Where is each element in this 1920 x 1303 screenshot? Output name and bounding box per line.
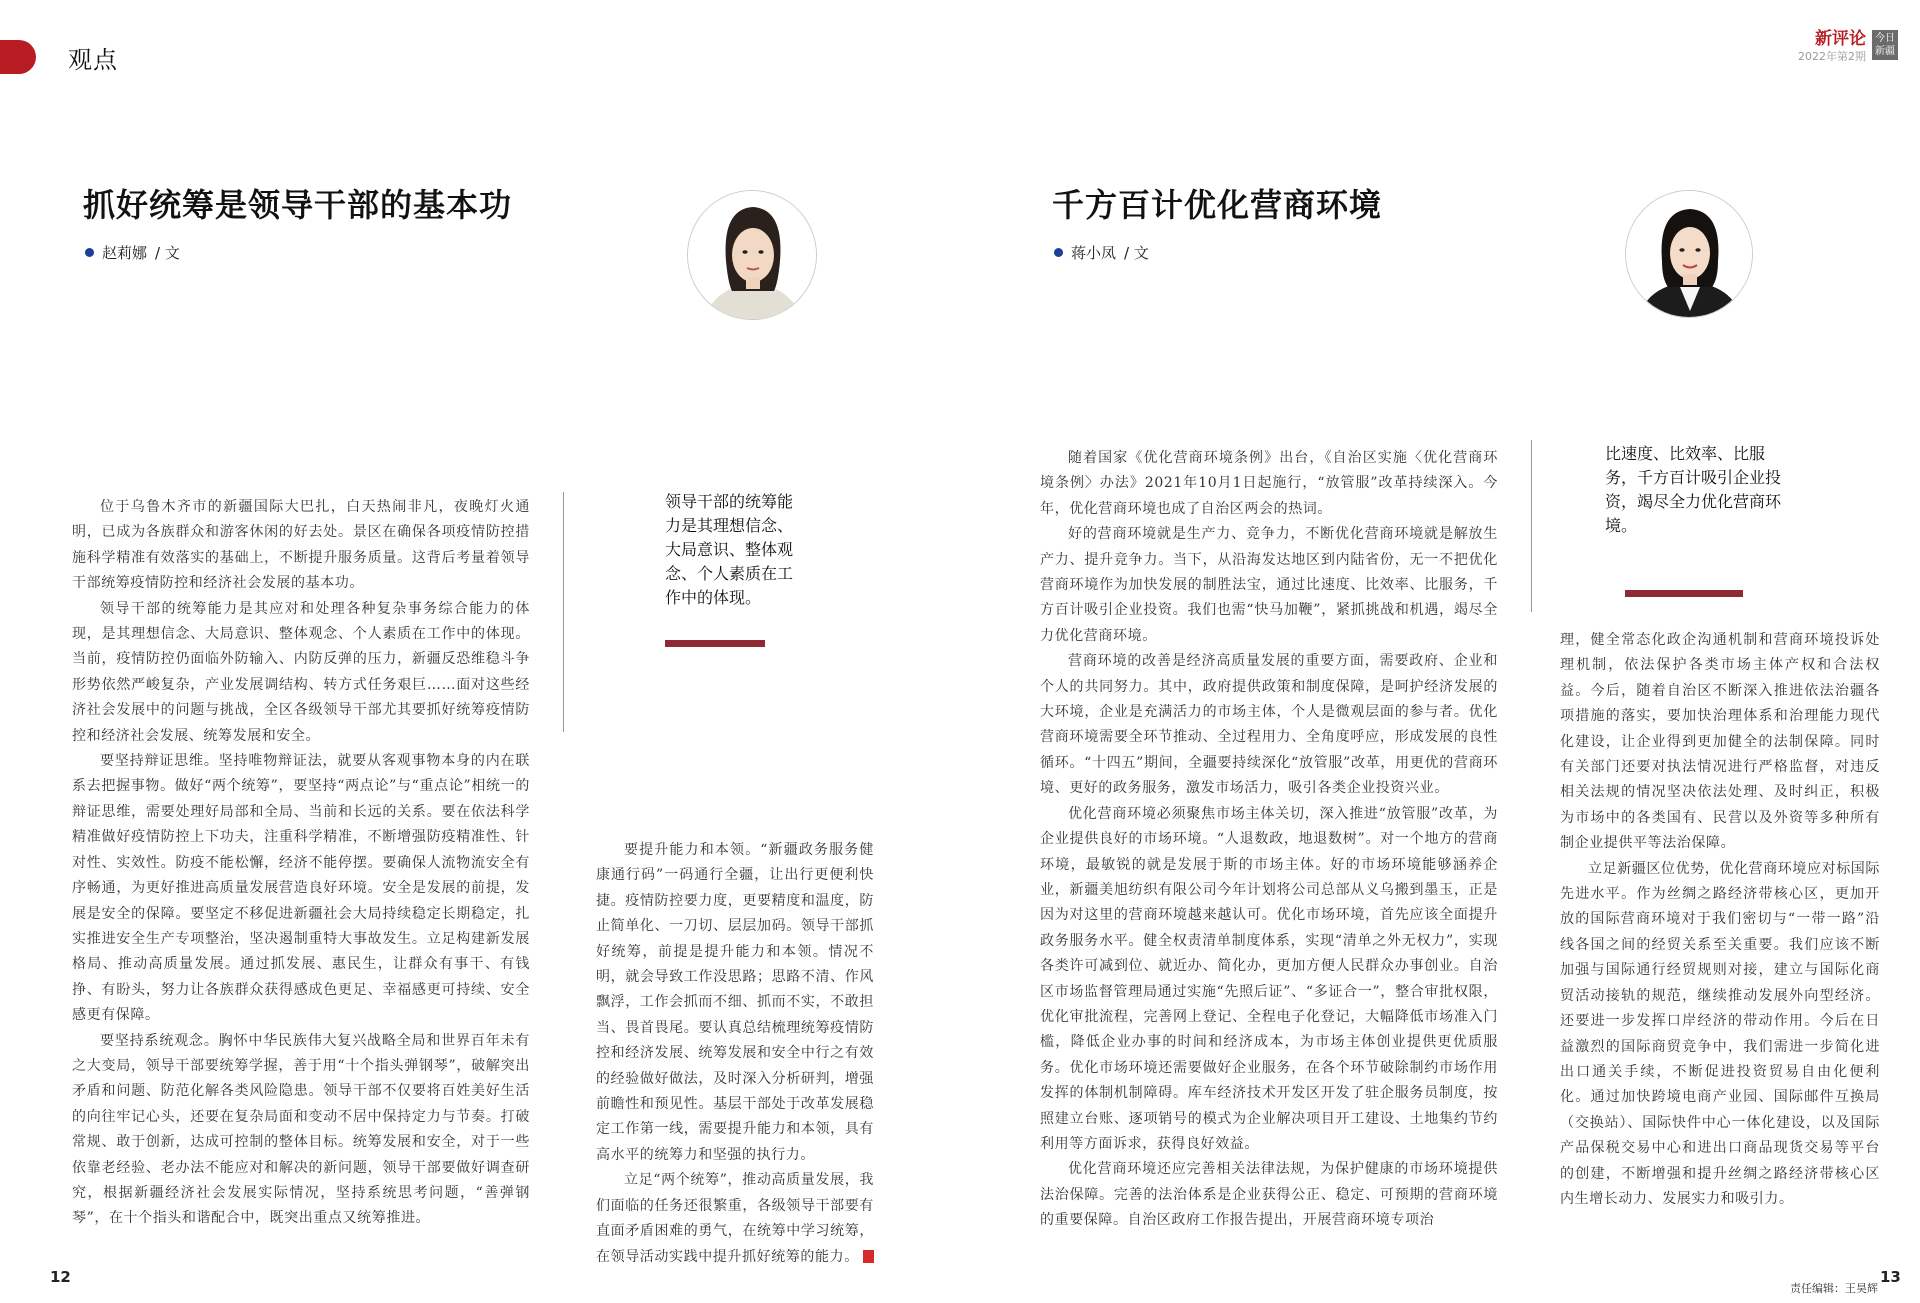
paragraph: 要坚持系统观念。胸怀中华民族伟大复兴战略全局和世界百年未有之大变局，领导干部要统筹学握，善于用“十个指头弹钢琴”，破解突出矛盾和问题、防范化解各类风险隐患。领导干部不仅要将百姓美好生活的向往牢记心头，还要在复杂局面和变动不居中保持定力与节奏。打破常规、敢于创新，达成可控制的整体目标。统筹发展和安全，对于一些依靠老经验、老办法不能应对和解决的新问题，领导干部要做好调查研究，根据新疆经济社会发展实际情况，坚持系统思考问题，“善弹钢琴”，在十个指头和谐配合中，既突出重点又统筹推进。 bbox=[72, 1032, 530, 1227]
section-label: 观点 bbox=[68, 46, 118, 74]
article1-column-2 bbox=[596, 838, 874, 1270]
article2-column-2 bbox=[1560, 628, 1880, 1212]
page-number-right: 13 bbox=[1880, 1268, 1901, 1286]
paragraph: 优化营商环境必须聚焦市场主体关切，深入推进“放管服”改革，为企业提供良好的市场环境。“人退数政，地退数树”。对一个地方的营商环境，最敏锐的就是发展于斯的市场主体。好的市场环境能够涵养企业，新疆美旭纺织有限公司今年计划将公司总部从义乌搬到墨玉，正是因为对这里的营商环境越来越认可。优化市场环境，首先应该全面提升政务服务水平。健全权责清单制度体系，实现“清单之外无权力”，实现各类许可减到位、就近办、简化办，更加方便人民群众办事创业。自治区市场监督管理局通过实施“先照后证”、“多证合一”，整合审批权限，优化审批流程，完善网上登记、全程电子化登记，大幅降低市场准入门槛，降低企业办事的时间和经济成本，为市场主体创业提供更优质服务。优化市场环境还需要做好企业服务，在各个环节破除制约市场作用发挥的体制机制障碍。库车经济技术开发区开发了驻企服务员制度，按照建立台账、逐项销号的模式为企业解决项目开工建设、土地集约节约利用等方面诉求，获得良好效益。 bbox=[1040, 805, 1498, 1152]
brand-issue: 2022年第2期 bbox=[1798, 50, 1866, 63]
end-mark-icon bbox=[863, 1250, 874, 1263]
article1-byline bbox=[85, 242, 180, 263]
brand-title: 新评论 bbox=[1815, 29, 1866, 49]
article2-pullquote: 比速度、比效率、比服务，千方百计吸引企业投资，竭尽全力优化营商环境。 bbox=[1605, 444, 1782, 535]
section-tab-marker bbox=[0, 40, 36, 74]
article1-pullquote: 领导干部的统筹能力是其理想信念、大局意识、整体观念、个人素质在工作中的体现。 bbox=[665, 492, 794, 607]
paragraph: 理，健全常态化政企沟通机制和营商环境投诉处理机制，依法保护各类市场主体产权和合法权益。今后，随着自治区不断深入推进依法治疆各项措施的落实，要加快治理体系和治理能力现代化建设，让企业得到更加健全的法制保障。同时有关部门还要对执法情况进行严格监督，对违反相关法规的情况坚决依法处理、及时纠正，积极为市场中的各类国有、民营以及外资等多种所有制企业提供平等法治保障。 bbox=[1560, 632, 1880, 852]
paragraph: 领导干部的统筹能力是其应对和处理各种复杂事务综合能力的体现，是其理想信念、大局意识、整体观念、个人素质在工作中的体现。当前，疫情防控仍面临外防输入、内防反弹的压力，新疆反恐维稳斗争形势依然严峻复杂，产业发展调结构、转方式任务艰巨……面对这些经济社会发展中的问题与挑战，全区各级领导干部尤其要抓好统筹疫情防控和经济社会发展、统筹发展和安全。 bbox=[72, 600, 530, 744]
article2-title: 千方百计优化营商环境 bbox=[1052, 186, 1383, 224]
magazine-brand bbox=[1798, 30, 1898, 64]
paragraph: 随着国家《优化营商环境条例》出台，《自治区实施〈优化营商环境条例〉办法》2021年10月1日起施行，“放管服”改革持续深入。今年，优化营商环境也成了自治区两会的热词。 bbox=[1040, 450, 1498, 517]
article2-author-suffix: / 文 bbox=[1124, 244, 1149, 262]
article1-title: 抓好统筹是领导干部的基本功 bbox=[83, 186, 513, 224]
byline-dot-icon bbox=[1054, 248, 1063, 257]
article1-author-suffix: / 文 bbox=[155, 244, 180, 262]
article1-author: 赵莉娜 bbox=[102, 244, 148, 262]
column-divider bbox=[1531, 440, 1532, 612]
article2-column-1 bbox=[1040, 446, 1498, 1234]
brand-logo-box: 今日新疆 bbox=[1872, 30, 1898, 60]
woman-portrait-icon bbox=[1626, 191, 1753, 318]
paragraph: 要坚持辩证思维。坚持唯物辩证法，就要从客观事物本身的内在联系去把握事物。做好“两个统筹”，要坚持“两点论”与“重点论”相统一的辩证思维，需要处理好局部和全局、当前和长远的关系。要在依法科学精准做好疫情防控上下功夫，注重科学精准，不断增强防疫精准性、针对性、实效性。防疫不能松懈，经济不能停摆。要确保人流物流安全有序畅通，为更好推进高质量发展营造良好环境。安全是发展的前提，发展是安全的保障。要坚定不移促进新疆社会大局持续稳定长期稳定，扎实推进安全生产专项整治，坚决遏制重特大事故发生。立足构建新发展格局、推动高质量发展。通过抓发展、惠民生，让群众有事干、有钱挣、有盼头，努力让各族群众获得感成色更足、幸福感更可持续、安全感更有保障。 bbox=[72, 753, 530, 1024]
pullquote-bar bbox=[665, 640, 765, 647]
article1-column-1 bbox=[72, 495, 530, 1232]
byline-dot-icon bbox=[85, 248, 94, 257]
column-divider bbox=[563, 492, 564, 732]
paragraph: 优化营商环境还应完善相关法律法规，为保护健康的市场环境提供法治保障。完善的法治体系是企业获得公正、稳定、可预期的营商环境的重要保障。自治区政府工作报告提出，开展营商环境专项治 bbox=[1040, 1161, 1498, 1229]
paragraph: 立足新疆区位优势，优化营商环境应对标国际先进水平。作为丝绸之路经济带核心区，更加开放的国际营商环境对于我们密切与“一带一路”沿线各国之间的经贸关系至关重要。我们应该不断加强与国际通行经贸规则对接，建立与国际化商贸活动接轨的规范，继续推动发展外向型经济。还要进一步发挥口岸经济的带动作用。今后在日益激烈的国际商贸竞争中，我们需进一步简化进出口通关手续，不断促进投资贸易自由化便利化。通过加快跨境电商产业园、国际邮件互换局（交换站）、国际快件中心一体化建设，以及国际产品保税交易中心和进出口商品现货交易等平台的创建，不断增强和提升丝绸之路经济带核心区内生增长动力、发展实力和吸引力。 bbox=[1560, 860, 1880, 1207]
page-number-left: 12 bbox=[50, 1268, 71, 1286]
article2-byline bbox=[1054, 242, 1149, 263]
pullquote-bar bbox=[1625, 590, 1743, 597]
paragraph: 要提升能力和本领。“新疆政务服务健康通行码”一码通行全疆，让出行更便利快捷。疫情防控要力度，更要精度和温度，防止简单化、一刀切、层层加码。领导干部抓好统筹，前提是提升能力和本领。情况不明，就会导致工作没思路；思路不清、作风飘浮，工作会抓而不细、抓而不实，不敢担当、畏首畏尾。要认真总结梳理统筹疫情防控和经济发展、统筹发展和安全中行之有效的经验做好做法，及时深入分析研判，增强前瞻性和预见性。基层干部处于改革发展稳定工作第一线，需要提升能力和本领，具有高水平的统筹力和坚强的执行力。 bbox=[596, 842, 874, 1163]
editor-credit: 责任编辑：王昊辉 bbox=[1790, 1282, 1878, 1295]
paragraph: 营商环境的改善是经济高质量发展的重要方面，需要政府、企业和个人的共同努力。其中，政府提供政策和制度保障，是呵护经济发展的大环境，企业是充满活力的市场主体，个人是微观层面的参与者。优化营商环境需要全环节推动、全过程用力、全角度呼应，形成发展的良性循环。“十四五”期间，全疆要持续深化“放管服”改革，用更优的营商环境、更好的政务服务，激发市场活力，吸引各类企业投资兴业。 bbox=[1040, 653, 1498, 797]
paragraph-text: 立足“两个统筹”，推动高质量发展，我们面临的任务还很繁重，各级领导干部要有直面矛盾困难的勇气，在统筹中学习统筹，在领导活动实践中提升抓好统筹的能力。 bbox=[596, 1172, 874, 1265]
article1-author-portrait bbox=[687, 190, 817, 320]
paragraph bbox=[596, 1168, 874, 1270]
paragraph: 位于乌鲁木齐市的新疆国际大巴扎，白天热闹非凡，夜晚灯火通明，已成为各族群众和游客休闲的好去处。景区在确保各项疫情防控措施科学精准有效落实的基础上，不断提升服务质量。这背后考量着领导干部统筹疫情防控和经济社会发展的基本功。 bbox=[72, 499, 530, 592]
woman-portrait-icon bbox=[688, 191, 817, 320]
article2-author-portrait bbox=[1625, 190, 1753, 318]
article2-author: 蒋小凤 bbox=[1071, 244, 1117, 262]
paragraph: 好的营商环境就是生产力、竞争力，不断优化营商环境就是解放生产力、提升竞争力。当下，从沿海发达地区到内陆省份，无一不把优化营商环境作为加快发展的制胜法宝，通过比速度、比效率、比服务，千方百计吸引企业投资。我们也需“快马加鞭”，紧抓挑战和机遇，竭尽全力优化营商环境。 bbox=[1040, 526, 1498, 644]
